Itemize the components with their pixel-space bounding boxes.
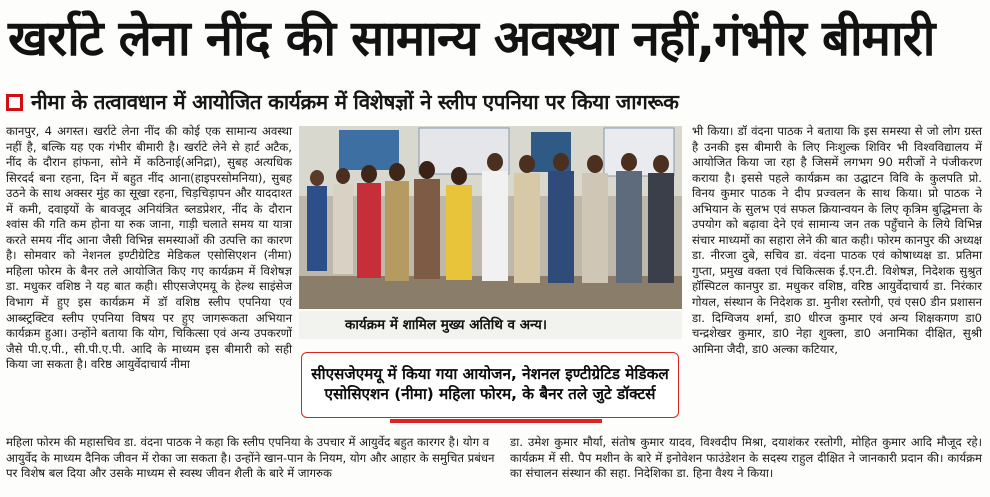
callout-line-1: सीएसजेएमयू में किया गया आयोजन, नेशनल इण्टीग्रेटिड मेडिकल — [311, 365, 669, 383]
red-square-icon — [6, 94, 23, 111]
right-bottom-text: डा. उमेश कुमार मौर्या, संतोष कुमार यादव, विश्वदीप मिश्रा, दयाशंकर रस्तोगी, मोहित कुमार आदि मौजूद रहे। कार्यक्रम में सी. पैप मशीन के बारे में इनोवेशन फाउंडेशन के सदस्य राहुल दीक्षित ने जानकारी प्रदान की। कार्यक्रम का संचालन संस्थान की सहा. निदेशिका डा. हिना वैश्य ने किया। — [510, 435, 982, 481]
callout-red-underline — [390, 419, 602, 423]
headline: खर्राटे लेना नींद की सामान्य अवस्था नहीं,गंभीर बीमारी — [8, 10, 935, 67]
callout-line-2: एसोसिएशन (नीमा) महिला फोरम, के बैनर तले जुटे डॉक्टर्स — [324, 385, 656, 403]
group-photo-illustration — [299, 126, 682, 309]
right-column-text: भी किया। डॉ वंदना पाठक ने बताया कि इस समस्या से जो लोग ग्रस्त है उनकी इस बीमारी के लिए निःशुल्क शिविर भी विश्वविद्यालय में आयोजित किया जा रहा है जिसमें लगभग 90 मरीजों ने पंजीकरण कराया है। इससे पहले कार्यक्रम का उद्घाटन विवि के कुलपति प्रो. विनय कुमार पाठक ने दीप प्रज्वलन के साथ किया। प्रो पाठक ने अभियान के सुलभ एवं सफल क्रियान्वयन के लिए कृत्रिम बुद्धिमत्ता के उपयोग को बढ़ावा देने एवं सामान्य जन तक पहुँचाने के लिये विभिन्न संचार माध्यमों का सहारा लेने की बात कही। फोरम कानपुर की अध्यक्ष डा. नीरजा दुबे, सचिव डा. वंदना पाठक एवं कोषाध्यक्ष डा. प्रतिमा गुप्ता, प्रमुख वक्ता एवं चिकित्सक ई.एन.टी. विशेषज्ञ, निदेशक सुश्रुत हॉस्पिटल कानपुर डा. मधुकर वशिष्ठ, वरिष्ठ आयुर्वेदाचार्य डा. निरंकार गोयल, संस्थान के निदेशक डा. मुनीश रस्तोगी, एवं एस0 डीन प्रशासन डा. दिग्विजय शर्मा, डा0 धीरज कुमार एवं अन्य शिक्षकगण डा0 चन्द्रशेखर कुमार, डा0 नेहा शुक्ला, डा0 अनामिका दीक्षित, सुश्री आमिना जैदी, डा0 अल्का कटियार, — [692, 124, 982, 356]
article-right-column — [692, 124, 982, 357]
photo-caption: कार्यक्रम में शामिल मुख्य अतिथि व अन्य। — [299, 311, 682, 339]
article-right-bottom — [510, 435, 982, 482]
callout-box — [301, 352, 679, 418]
event-photo — [299, 126, 682, 309]
article-bottom-line — [6, 435, 506, 482]
subheadline — [6, 86, 679, 118]
article-left-column — [6, 124, 292, 373]
subheadline-text: नीमा के तत्वावधान में आयोजित कार्यक्रम में विशेषज्ञों ने स्लीप एपनिया पर किया जागरूक — [31, 90, 679, 114]
left-column-text: कानपुर, 4 अगस्त। खर्राटे लेना नींद की कोई एक सामान्य अवस्था नहीं है, बल्कि यह एक गंभीर बीमारी है। खर्राटे लेने से हार्ट अटैक, नींद के दौरान हांफना, सोने में कठिनाई(अनिद्रा), सुबह अत्यधिक सिरदर्द बना रहना, दिन में बहुत नींद आना(हाइपरसोमनिया), सुबह उठने के साथ अक्सर मुंह का सूखा रहना, चिड़चिड़ापन और याददाश्त में कमी, दवाइयों के बावजूद अनियंत्रित ब्लडप्रेशर, नींद के दौरान श्वांस की गति कम होना या रुक जाना, गाड़ी चलाते समय या यात्रा करते समय नींद आना जैसी विभिन्न समस्याओं की उत्पत्ति का कारण है। सोमवार को नेशनल इण्टीग्रेटिड मेडिकल एसोसिएशन (नीमा) महिला फोरम के बैनर तले आयोजित किए गए कार्यक्रम में विशेषज्ञ डा. मधुकर वशिष्ठ ने यह बात कही। सीएसजेएमयू के हेल्थ साइंसेज विभाग में हुए इस कार्यक्रम में डॉ वशिष्ठ स्लीप एपनिया एवं आब्स्ट्रक्टिव स्लीप एपनिया विषय पर हुए जागरूकता अभियान कार्यक्रम हुआ। उन्होंने बताया कि योग, चिकित्सा एवं अन्य उपकरणों जैसे पी.ए.पी., सी.पी.ए.पी. आदि के माध्यम इस बीमारी को सही किया जा सकता है। वरिष्ठ आयुर्वेदाचार्य नीमा — [6, 124, 292, 372]
bottom-line-text: महिला फोरम की महासचिव डा. वंदना पाठक ने कहा कि स्लीप एपनिया के उपचार में आयुर्वेद बहुत कारगर है। योग व आयुर्वेद के माध्यम दैनिक जीवन में रोका जा सकता है। उन्होंने खान-पान के नियम, योग और आहार के समुचित प्रबंधन पर विशेष बल दिया और उसके माध्यम से स्वस्थ जीवन शैली के बारे में जागरुक — [6, 435, 495, 481]
